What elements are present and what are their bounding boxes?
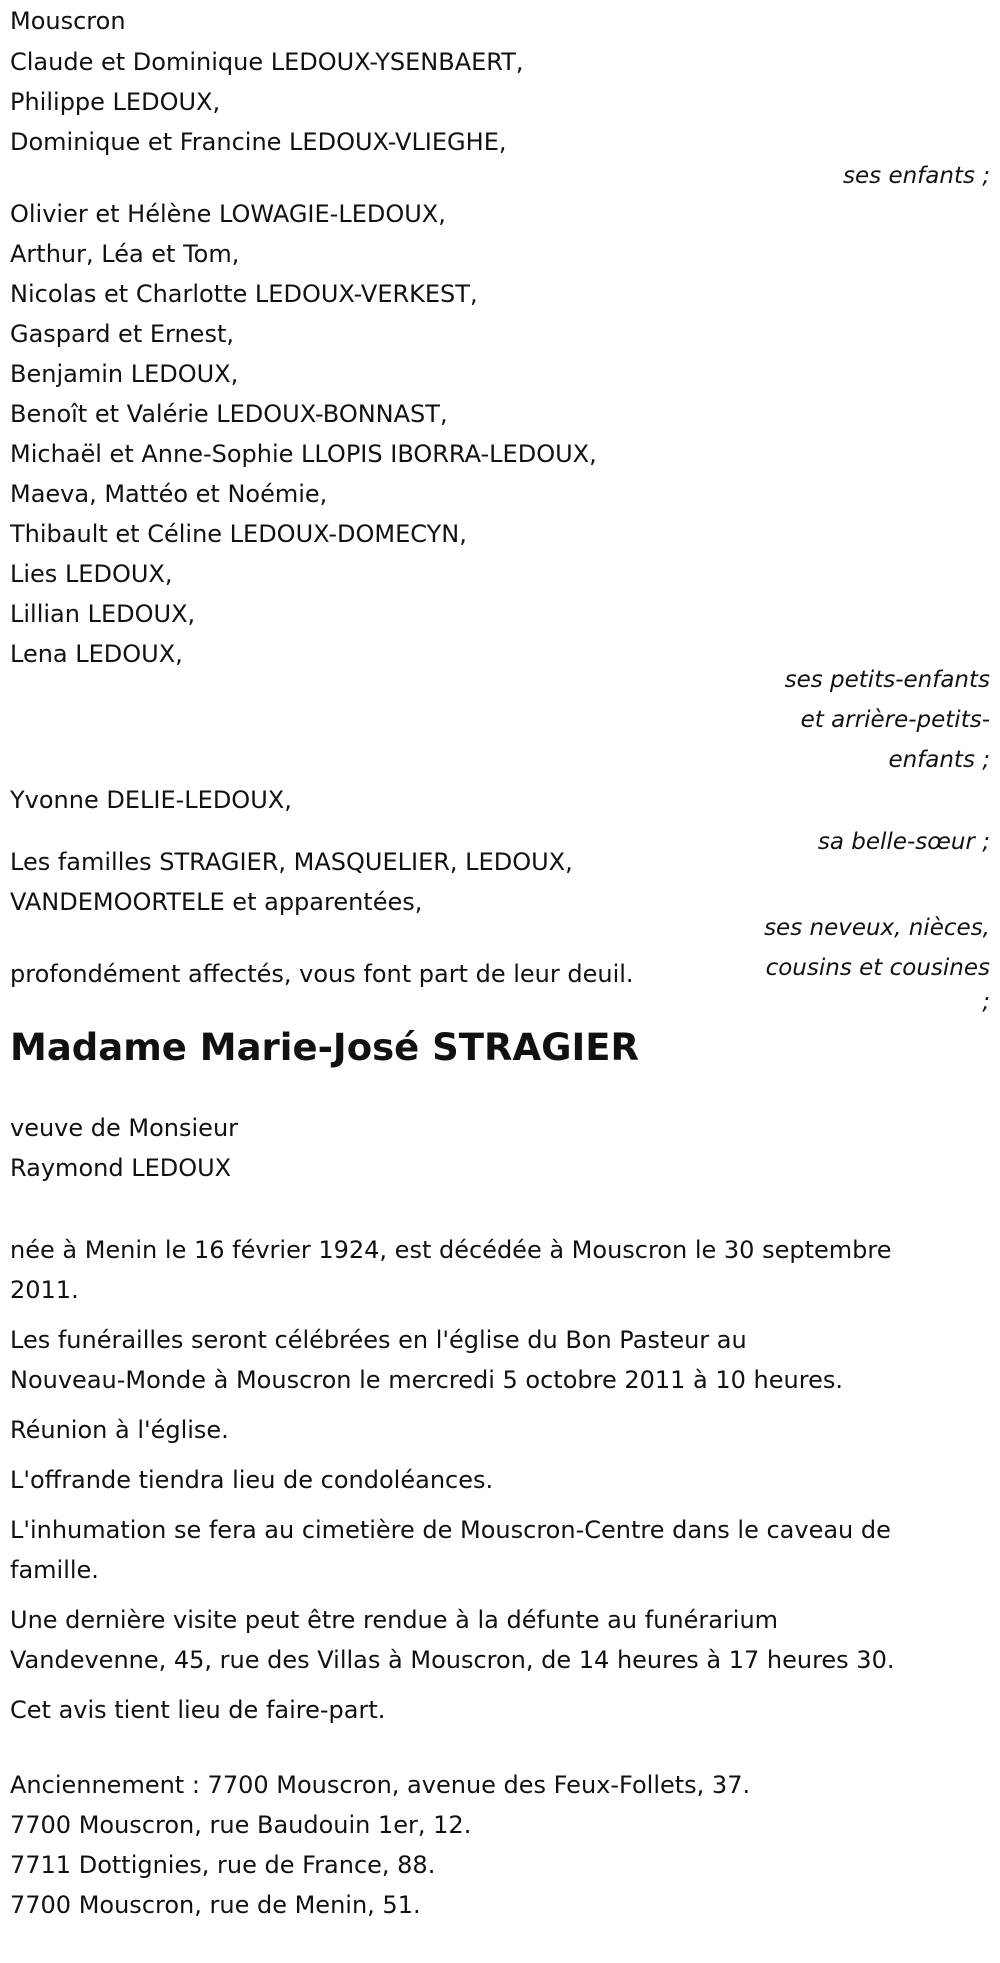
children-section	[10, 42, 990, 189]
paragraph-line: Une dernière visite peut être rendue à la défunte au funérarium	[10, 1606, 779, 1634]
grandchild-name: Benoît et Valérie LEDOUX-BONNAST,	[10, 400, 448, 428]
paragraph-notice	[10, 1690, 990, 1730]
address-line: 7700 Mouscron, rue de Menin, 51.	[10, 1891, 421, 1919]
grandchild-name: Lies LEDOUX,	[10, 560, 173, 588]
address-line: 7700 Mouscron, rue Baudouin 1er, 12.	[10, 1811, 472, 1839]
families-role-line: ses neveux, nièces,	[764, 915, 990, 941]
grandchildren-role-line: et arrière-petits-	[800, 707, 990, 733]
grandchild-name: Nicolas et Charlotte LEDOUX-VERKEST,	[10, 280, 478, 308]
grandchild-name: Michaël et Anne-Sophie LLOPIS IBORRA-LEDOUX,	[10, 440, 597, 468]
paragraph-line: Vandevenne, 45, rue des Villas à Mouscron, de 14 heures à 17 heures 30.	[10, 1646, 895, 1674]
paragraph-birth-death	[10, 1230, 990, 1310]
children-name: Claude et Dominique LEDOUX-YSENBAERT,	[10, 48, 524, 76]
paragraph-line: L'inhumation se fera au cimetière de Mouscron-Centre dans le caveau de	[10, 1516, 891, 1544]
paragraph-line: née à Menin le 16 février 1924, est décédée à Mouscron le 30 septembre	[10, 1236, 892, 1264]
widow-of-section	[10, 1108, 238, 1188]
sister-in-law-name: Yvonne DELIE-LEDOUX,	[10, 786, 292, 814]
paragraph-funeral	[10, 1320, 990, 1400]
widow-of-line: Raymond LEDOUX	[10, 1154, 232, 1182]
paragraph-visit	[10, 1600, 990, 1680]
paragraph-offering	[10, 1460, 990, 1500]
paragraph-line: famille.	[10, 1556, 99, 1584]
families-name: Les familles STRAGIER, MASQUELIER, LEDOUX,	[10, 848, 573, 876]
grandchildren-section	[10, 194, 990, 773]
grandchildren-role-line: enfants ;	[888, 747, 990, 773]
address-line: Anciennement : 7700 Mouscron, avenue des Feux-Follets, 37.	[10, 1771, 751, 1799]
paragraph-line: Nouveau-Monde à Mouscron le mercredi 5 octobre 2011 à 10 heures.	[10, 1366, 843, 1394]
grandchild-name: Thibault et Céline LEDOUX-DOMECYN,	[10, 520, 467, 548]
sister-in-law-section	[10, 780, 990, 855]
grandchildren-role-line: ses petits-enfants	[784, 667, 990, 693]
paragraph-line: 2011.	[10, 1276, 79, 1304]
paragraph-line: Cet avis tient lieu de faire-part.	[10, 1696, 386, 1724]
children-name: Dominique et Francine LEDOUX-VLIEGHE,	[10, 128, 507, 156]
grandchild-name: Arthur, Léa et Tom,	[10, 240, 240, 268]
children-role: ses enfants ;	[843, 163, 990, 189]
addresses-section	[10, 1765, 990, 1925]
grandchild-name: Olivier et Hélène LOWAGIE-LEDOUX,	[10, 200, 446, 228]
grandchild-name: Gaspard et Ernest,	[10, 320, 234, 348]
sister-in-law-role: sa belle-sœur ;	[817, 829, 990, 855]
details-section	[10, 1230, 990, 1730]
paragraph-line: Les funérailles seront célébrées en l'église du Bon Pasteur au	[10, 1326, 747, 1354]
grandchild-name: Lillian LEDOUX,	[10, 600, 196, 628]
deceased-name: Madame Marie-José STRAGIER	[10, 1026, 640, 1069]
families-section	[10, 842, 990, 1015]
families-closing: profondément affectés, vous font part de leur deuil.	[10, 960, 634, 988]
grandchild-name: Maeva, Mattéo et Noémie,	[10, 480, 328, 508]
paragraph-line: Réunion à l'église.	[10, 1416, 229, 1444]
city-header: Mouscron	[10, 7, 126, 35]
families-role-line: ;	[982, 989, 990, 1015]
children-name: Philippe LEDOUX,	[10, 88, 221, 116]
grandchild-name: Benjamin LEDOUX,	[10, 360, 239, 388]
paragraph-line: L'offrande tiendra lieu de condoléances.	[10, 1466, 494, 1494]
families-name: VANDEMOORTELE et apparentées,	[10, 888, 423, 916]
paragraph-meeting	[10, 1410, 990, 1450]
grandchild-name: Lena LEDOUX,	[10, 640, 183, 668]
paragraph-burial	[10, 1510, 990, 1590]
families-role-line: cousins et cousines	[765, 955, 990, 981]
address-line: 7711 Dottignies, rue de France, 88.	[10, 1851, 436, 1879]
widow-of-line: veuve de Monsieur	[10, 1114, 239, 1142]
